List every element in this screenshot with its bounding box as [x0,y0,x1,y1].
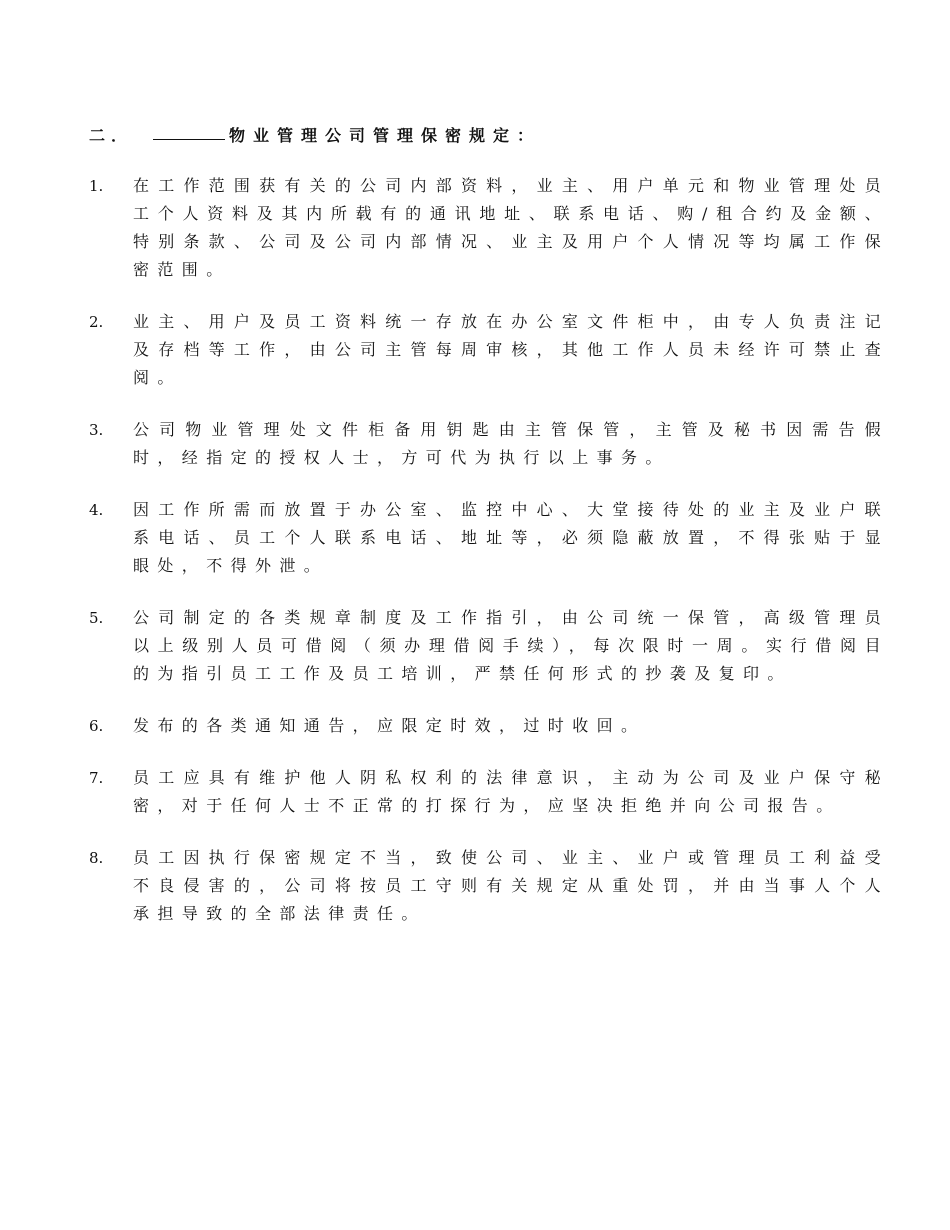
item-number: 5. [89,609,104,627]
item-text: 发布的各类通知通告，应限定时效，过时收回。 [133,716,646,735]
item-text: 公司制定的各类规章制度及工作指引，由公司统一保管，高级管理员以上级别人员可借阅（须办理借阅手续），每次限时一周。实行借阅目的为指引员工工作及员工培训，严禁任何形式的抄袭及复印。 [133,608,889,683]
regulation-item [89,496,889,580]
fill-in-blank [153,121,225,140]
regulation-list [89,172,889,952]
regulation-item [89,764,889,820]
item-text: 在工作范围获有关的公司内部资料，业主、用户单元和物业管理处员工个人资料及其内所载有的通讯地址、联系电话、购/租合约及金额、特别条款、公司及公司内部情况、业主及用户个人情况等均属工作保密范围。 [133,176,889,279]
item-number: 3. [89,421,104,439]
item-text: 员工应具有维护他人阴私权利的法律意识，主动为公司及业户保守秘密，对于任何人士不正常的打探行为，应坚决拒绝并向公司报告。 [133,768,889,815]
regulation-item [89,712,889,740]
section-heading [89,120,541,148]
item-number: 8. [89,849,104,867]
item-text: 公司物业管理处文件柜备用钥匙由主管保管，主管及秘书因需告假时，经指定的授权人士，方可代为执行以上事务。 [133,420,889,467]
item-number: 7. [89,769,104,787]
regulation-item [89,308,889,392]
section-title: 物业管理公司管理保密规定： [229,125,542,145]
item-text: 因工作所需而放置于办公室、监控中心、大堂接待处的业主及业户联系电话、员工个人联系电话、地址等，必须隐蔽放置，不得张贴于显眼处，不得外泄。 [133,500,889,575]
regulation-item [89,416,889,472]
item-number: 1. [89,177,104,195]
regulation-item [89,604,889,688]
item-number: 4. [89,501,104,519]
item-text: 业主、用户及员工资料统一存放在办公室文件柜中，由专人负责注记及存档等工作，由公司主管每周审核，其他工作人员未经许可禁止查阅。 [133,312,889,387]
section-number: 二． [89,125,134,145]
regulation-item [89,844,889,928]
item-number: 2. [89,313,104,331]
item-text: 员工因执行保密规定不当，致使公司、业主、业户或管理员工利益受不良侵害的，公司将按员工守则有关规定从重处罚，并由当事人个人承担导致的全部法律责任。 [133,848,889,923]
item-number: 6. [89,717,104,735]
regulation-item [89,172,889,284]
